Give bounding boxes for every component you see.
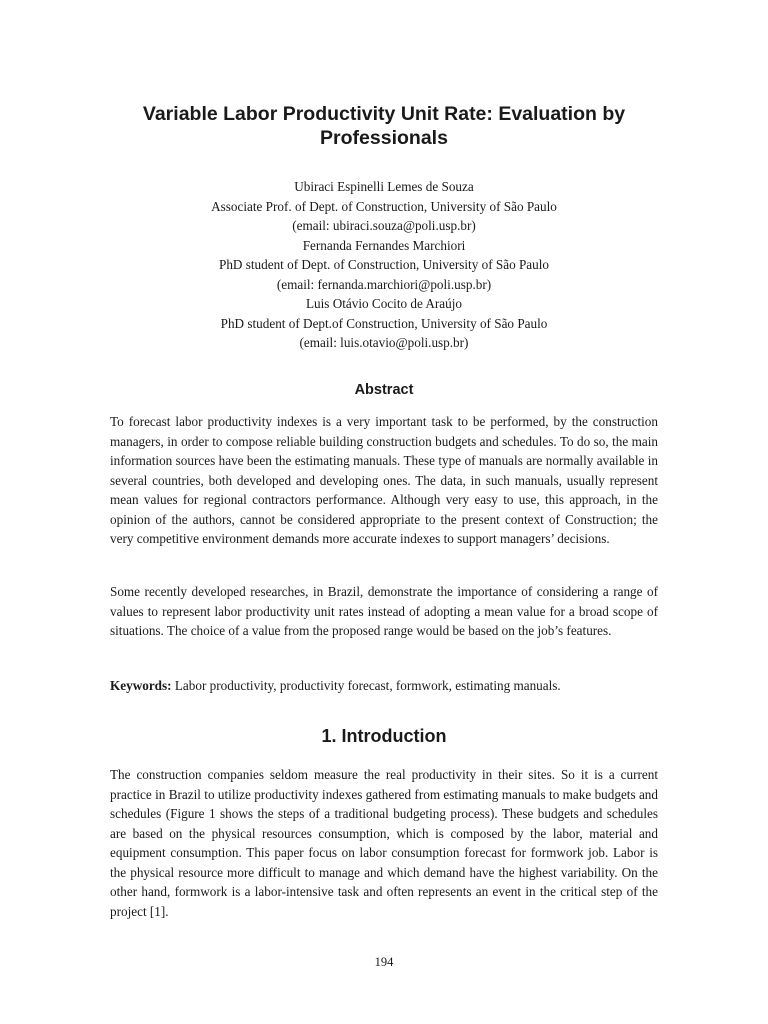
author-email: (email: ubiraci.souza@poli.usp.br) — [292, 218, 476, 233]
author-name: Ubiraci Espinelli Lemes de Souza — [294, 179, 474, 194]
page-number: 194 — [374, 955, 394, 969]
author-name: Fernanda Fernandes Marchiori — [302, 237, 466, 253]
author-block — [100, 177, 668, 353]
keywords-label: Keywords: — [110, 678, 172, 693]
author-email: (email: luis.otavio@poli.usp.br) — [299, 335, 469, 350]
author-email: (email: fernanda.marchiori@poli.usp.br) — [276, 276, 492, 292]
keywords-line — [110, 676, 658, 696]
author-affiliation: PhD student of Dept. of Construction, University of São Paulo — [218, 257, 550, 272]
introduction-paragraph: The construction companies seldom measure the real productivity in their sites. So it is a current practice in Brazil to utilize productivity indexes gathered from estimating manuals to make budgets and schedules (Figure 1 shows the steps of a traditional budgeting process). These budgets and schedules are based on the physical resources consumption, which is composed by the labor, material and equipment consumption. This paper focus on labor consumption forecast for formwork job. Labor is the physical resource more difficult to manage and which demand have the highest variability. On the other hand, formwork is a labor-intensive task and often represents an event in the critical step of the project [1]. — [110, 767, 658, 919]
abstract-paragraph-2: Some recently developed researches, in Brazil, demonstrate the importance of considering a range of values to represent labor productivity unit rates instead of adopting a mean value for a broad scope of situations. The choice of a value from the proposed range would be based on the job’s features. — [110, 584, 658, 638]
abstract-paragraph-1: To forecast labor productivity indexes is a very important task to be performed, by the construction managers, in order to compose reliable building construction budgets and schedules. To do so, the main information sources have been the estimating manuals. These type of manuals are normally available in several countries, both developed and developing ones. The data, in such manuals, usually represent mean values for regional contractors performance. Although very easy to use, this approach, in the opinion of the authors, cannot be considered appropriate to the present context of Construction; the very competitive environment demands more accurate indexes to support managers’ decisions. — [110, 414, 658, 546]
author-name: Luis Otávio Cocito de Araújo — [305, 296, 463, 311]
author-affiliation: PhD student of Dept.of Construction, University of São Paulo — [220, 315, 548, 331]
keywords-text: Labor productivity, productivity forecast, formwork, estimating manuals. — [171, 678, 561, 693]
abstract-heading: Abstract — [354, 382, 414, 398]
author-affiliation: Associate Prof. of Dept. of Construction, University of São Paulo — [211, 198, 557, 214]
introduction-heading: 1. Introduction — [321, 726, 447, 746]
paper-title: Variable Labor Productivity Unit Rate: Evaluation by Professionals — [142, 103, 626, 149]
